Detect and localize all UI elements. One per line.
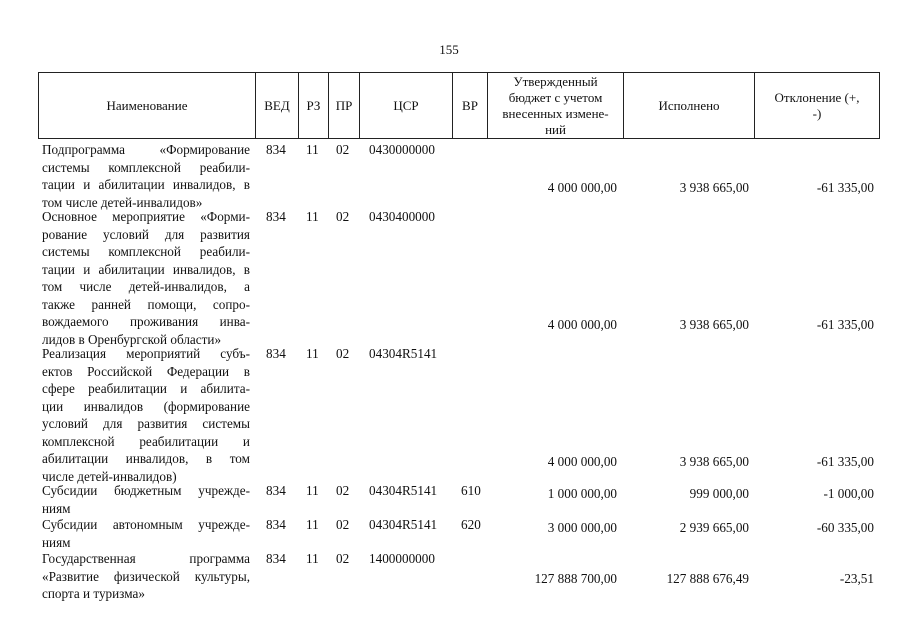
row-approved: 3 000 000,00 <box>547 519 617 535</box>
row-name <box>42 208 250 348</box>
row-ved: 834 <box>266 209 286 224</box>
row-approved: 1 000 000,00 <box>547 485 617 501</box>
row-name-line: ниям <box>42 534 71 550</box>
row-name-line: системы комплексной реабили- <box>42 244 250 259</box>
row-ved: 834 <box>266 346 286 361</box>
row-name-line: системы комплексной реабили- <box>42 159 250 175</box>
row-name-line: ниям <box>42 500 71 516</box>
row-name <box>42 141 250 211</box>
row-name-line: также ранней помощи, сопро- <box>42 296 250 312</box>
row-name-line: Государственная программа <box>42 551 250 566</box>
page-number: 155 <box>439 42 459 57</box>
row-vr: 610 <box>461 483 481 498</box>
row-name-line: тации и абилитации инвалидов, в <box>42 261 250 277</box>
row-executed: 3 938 665,00 <box>679 453 749 469</box>
row-deviation: -1 000,00 <box>823 485 874 501</box>
header-name: Наименование <box>38 72 255 139</box>
row-name-line: числе детей-инвалидов) <box>42 468 177 484</box>
row-name <box>42 516 250 551</box>
row-executed: 3 938 665,00 <box>679 179 749 195</box>
row-csr: 04304R5141 <box>369 346 438 361</box>
row-csr: 0430000000 <box>369 142 435 157</box>
row-rz: 11 <box>306 346 319 361</box>
row-name-line: вождаемого проживания инва- <box>42 314 250 329</box>
row-vr: 620 <box>461 517 481 532</box>
row-ved: 834 <box>266 142 286 157</box>
header-rz: РЗ <box>298 72 328 139</box>
header-pr: ПР <box>328 72 359 139</box>
row-name-line: лидов в Оренбургской области» <box>42 331 222 347</box>
header-deviation: Отклонение (+, -) <box>754 72 880 139</box>
row-rz: 11 <box>306 551 319 566</box>
header-approved: Утвержденный бюджет с учетом внесенных измене-ний <box>487 72 623 139</box>
row-name-line: ектов Российской Федерации в <box>42 363 250 379</box>
row-executed: 3 938 665,00 <box>679 316 749 332</box>
row-name-line: Субсидии бюджетным учрежде- <box>42 483 250 498</box>
row-name-line: абилитации инвалидов, в том <box>42 451 250 466</box>
row-executed: 127 888 676,49 <box>666 571 749 586</box>
row-name-line: Подпрограмма «Формирование <box>42 142 250 157</box>
row-name <box>42 550 250 603</box>
row-csr: 1400000000 <box>369 551 435 566</box>
row-name-line: условий для развития системы <box>42 416 250 431</box>
row-rz: 11 <box>306 209 319 224</box>
row-pr: 02 <box>336 483 350 498</box>
row-pr: 02 <box>336 346 350 361</box>
row-deviation: -23,51 <box>839 571 874 586</box>
row-name-line: «Развитие физической культуры, <box>42 568 250 584</box>
row-deviation: -61 335,00 <box>816 316 874 332</box>
row-pr: 02 <box>336 142 350 157</box>
row-name-line: рование условий для развития <box>42 226 250 242</box>
row-approved: 4 000 000,00 <box>547 453 617 469</box>
row-ved: 834 <box>266 517 286 532</box>
row-approved: 127 888 700,00 <box>534 571 617 586</box>
row-pr: 02 <box>336 209 350 224</box>
row-executed: 2 939 665,00 <box>679 519 749 535</box>
row-rz: 11 <box>306 142 319 157</box>
row-rz: 11 <box>306 517 319 532</box>
row-name <box>42 482 250 517</box>
header-csr: ЦСР <box>359 72 452 139</box>
row-name-line: комплексной реабилитации и <box>42 433 250 449</box>
row-executed: 999 000,00 <box>689 485 749 501</box>
row-name <box>42 345 250 485</box>
row-name-line: ции инвалидов (формирование <box>42 398 250 414</box>
row-deviation: -61 335,00 <box>816 453 874 469</box>
row-name-line: спорта и туризма» <box>42 586 145 601</box>
row-name-line: Реализация мероприятий субъ- <box>42 346 250 361</box>
header-vr: ВР <box>452 72 487 139</box>
row-name-line: тации и абилитации инвалидов, в <box>42 177 250 192</box>
row-csr: 0430400000 <box>369 209 435 224</box>
row-name-line: том числе детей-инвалидов, а <box>42 279 250 294</box>
row-approved: 4 000 000,00 <box>547 316 617 332</box>
header-executed: Исполнено <box>623 72 754 139</box>
row-pr: 02 <box>336 551 350 566</box>
row-pr: 02 <box>336 517 350 532</box>
row-csr: 04304R5141 <box>369 517 438 532</box>
row-deviation: -61 335,00 <box>816 179 874 195</box>
row-ved: 834 <box>266 483 286 498</box>
header-ved: ВЕД <box>255 72 298 139</box>
row-name-line: Субсидии автономным учрежде- <box>42 517 250 532</box>
row-csr: 04304R5141 <box>369 483 438 498</box>
row-rz: 11 <box>306 483 319 498</box>
row-name-line: сфере реабилитации и абилита- <box>42 381 250 396</box>
row-deviation: -60 335,00 <box>816 519 874 535</box>
row-ved: 834 <box>266 551 286 566</box>
row-name-line: Основное мероприятие «Форми- <box>42 209 250 224</box>
row-name-line: том числе детей-инвалидов» <box>42 194 203 210</box>
row-approved: 4 000 000,00 <box>547 179 617 195</box>
